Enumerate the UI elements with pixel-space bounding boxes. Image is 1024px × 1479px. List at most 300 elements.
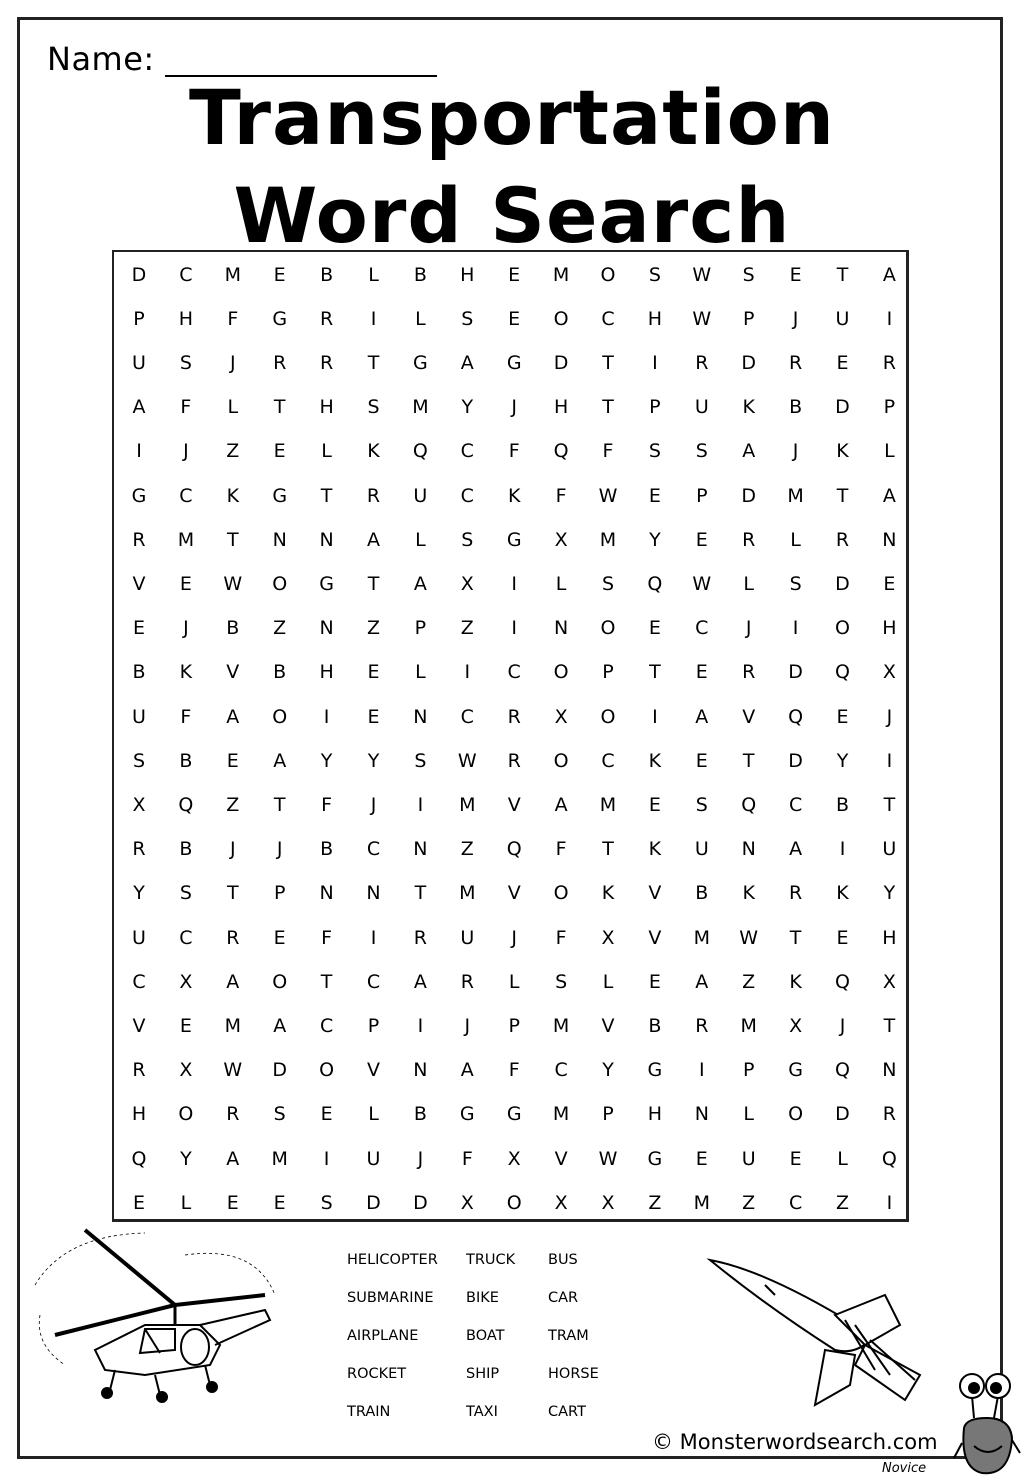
grid-letter[interactable]: Y [320, 749, 333, 772]
grid-letter[interactable]: C [601, 307, 615, 330]
grid-letter[interactable]: I [464, 661, 471, 684]
grid-letter[interactable]: F [180, 705, 192, 728]
grid-letter[interactable]: A [789, 838, 803, 861]
grid-letter[interactable]: A [226, 705, 240, 728]
grid-letter[interactable]: T [836, 484, 849, 507]
grid-letter[interactable]: K [836, 440, 849, 463]
grid-letter[interactable]: B [179, 749, 193, 772]
grid-letter[interactable]: W [692, 263, 712, 286]
grid-letter[interactable]: T [742, 749, 755, 772]
grid-letter[interactable]: R [742, 528, 756, 551]
grid-letter[interactable]: B [695, 882, 709, 905]
grid-letter[interactable]: O [272, 705, 288, 728]
grid-letter[interactable]: P [602, 661, 614, 684]
grid-letter[interactable]: M [740, 1014, 757, 1037]
grid-letter[interactable]: N [694, 1103, 709, 1126]
grid-letter[interactable]: O [178, 1103, 194, 1126]
grid-letter[interactable]: S [461, 307, 474, 330]
grid-letter[interactable]: C [460, 484, 474, 507]
grid-letter[interactable]: M [552, 1014, 570, 1037]
grid-letter[interactable]: G [319, 572, 334, 595]
grid-letter[interactable]: D [788, 749, 803, 772]
grid-letter[interactable]: R [507, 749, 521, 772]
grid-letter[interactable]: Z [226, 793, 240, 816]
grid-letter[interactable]: J [464, 1014, 471, 1037]
grid-letter[interactable]: R [882, 1103, 896, 1126]
grid-letter[interactable]: X [179, 970, 193, 993]
grid-letter[interactable]: M [224, 263, 241, 286]
grid-letter[interactable]: Y [602, 1059, 614, 1082]
grid-letter[interactable]: L [743, 1103, 754, 1126]
grid-letter[interactable]: D [835, 396, 850, 419]
grid-letter[interactable]: J [183, 617, 189, 640]
grid-letter[interactable]: S [742, 263, 755, 286]
grid-letter[interactable]: K [648, 749, 662, 772]
grid-letter[interactable]: E [789, 263, 802, 286]
grid-letter[interactable]: I [511, 617, 517, 640]
grid-letter[interactable]: E [226, 1191, 239, 1214]
grid-letter[interactable]: R [882, 351, 896, 374]
grid-letter[interactable]: L [368, 1103, 379, 1126]
grid-letter[interactable]: C [179, 926, 193, 949]
grid-letter[interactable]: T [367, 351, 380, 374]
grid-letter[interactable]: U [460, 926, 475, 949]
grid-letter[interactable]: L [743, 572, 754, 595]
grid-letter[interactable]: L [415, 661, 426, 684]
grid-letter[interactable]: Z [273, 617, 287, 640]
grid-letter[interactable]: O [553, 882, 569, 905]
grid-letter[interactable]: B [320, 263, 334, 286]
grid-letter[interactable]: W [223, 572, 243, 595]
grid-letter[interactable]: I [417, 793, 424, 816]
grid-letter[interactable]: B [413, 1103, 427, 1126]
grid-letter[interactable]: K [367, 440, 380, 463]
grid-letter[interactable]: I [886, 749, 893, 772]
grid-letter[interactable]: M [693, 926, 710, 949]
grid-letter[interactable]: A [226, 1147, 240, 1170]
grid-letter[interactable]: K [601, 882, 615, 905]
grid-letter[interactable]: Y [367, 749, 380, 772]
grid-letter[interactable]: A [554, 793, 568, 816]
grid-letter[interactable]: V [367, 1059, 380, 1082]
grid-letter[interactable]: Q [647, 572, 663, 595]
grid-letter[interactable]: P [742, 1059, 755, 1082]
grid-letter[interactable]: S [414, 749, 427, 772]
grid-letter[interactable]: P [649, 396, 661, 419]
grid-letter[interactable]: U [741, 1147, 756, 1170]
grid-letter[interactable]: B [273, 661, 287, 684]
grid-letter[interactable]: E [273, 440, 286, 463]
grid-letter[interactable]: O [600, 705, 616, 728]
grid-letter[interactable]: S [273, 1103, 286, 1126]
grid-letter[interactable]: E [273, 1191, 286, 1214]
grid-letter[interactable]: C [601, 749, 615, 772]
grid-letter[interactable]: I [417, 1014, 424, 1037]
grid-letter[interactable]: A [132, 396, 146, 419]
grid-letter[interactable]: E [883, 572, 896, 595]
grid-letter[interactable]: F [180, 396, 192, 419]
grid-letter[interactable]: A [460, 351, 474, 374]
grid-letter[interactable]: U [366, 1147, 381, 1170]
grid-letter[interactable]: J [511, 396, 517, 419]
grid-letter[interactable]: P [696, 484, 708, 507]
grid-letter[interactable]: T [789, 926, 802, 949]
grid-letter[interactable]: N [882, 528, 897, 551]
grid-letter[interactable]: Q [178, 793, 194, 816]
grid-letter[interactable]: H [553, 396, 569, 419]
grid-letter[interactable]: F [602, 440, 614, 463]
grid-letter[interactable]: L [602, 970, 614, 993]
grid-letter[interactable]: R [366, 484, 381, 507]
grid-letter[interactable]: F [321, 793, 333, 816]
grid-letter[interactable]: E [789, 1147, 802, 1170]
grid-letter[interactable]: S [601, 572, 615, 595]
grid-letter[interactable]: E [648, 793, 661, 816]
grid-letter[interactable]: U [132, 926, 146, 949]
grid-letter[interactable]: D [131, 263, 147, 286]
grid-letter[interactable]: M [459, 882, 476, 905]
grid-letter[interactable]: V [648, 926, 662, 949]
grid-letter[interactable]: L [884, 440, 895, 463]
grid-letter[interactable]: E [179, 1014, 192, 1037]
grid-letter[interactable]: I [323, 1147, 330, 1170]
grid-letter[interactable]: V [507, 882, 521, 905]
grid-letter[interactable]: Z [460, 617, 474, 640]
grid-letter[interactable]: W [457, 749, 477, 772]
grid-letter[interactable]: C [460, 705, 474, 728]
grid-letter[interactable]: I [652, 351, 658, 374]
grid-letter[interactable]: S [648, 263, 661, 286]
grid-letter[interactable]: N [319, 882, 334, 905]
grid-letter[interactable]: G [506, 1103, 522, 1126]
grid-letter[interactable]: N [319, 528, 334, 551]
grid-letter[interactable]: P [414, 617, 427, 640]
grid-letter[interactable]: F [555, 484, 567, 507]
grid-letter[interactable]: R [319, 307, 334, 330]
grid-letter[interactable]: B [132, 661, 146, 684]
grid-letter[interactable]: L [837, 1147, 848, 1170]
grid-letter[interactable]: O [272, 572, 288, 595]
grid-letter[interactable]: E [836, 705, 849, 728]
grid-letter[interactable]: N [366, 882, 381, 905]
grid-letter[interactable]: N [882, 1059, 897, 1082]
grid-letter[interactable]: J [886, 705, 893, 728]
grid-letter[interactable]: Y [836, 749, 849, 772]
grid-letter[interactable]: W [692, 572, 712, 595]
grid-letter[interactable]: C [366, 970, 381, 993]
grid-letter[interactable]: M [599, 793, 617, 816]
grid-letter[interactable]: S [179, 882, 192, 905]
grid-letter[interactable]: I [839, 838, 846, 861]
grid-letter[interactable]: J [511, 926, 517, 949]
grid-letter[interactable]: K [742, 882, 755, 905]
grid-letter[interactable]: C [179, 484, 193, 507]
grid-letter[interactable]: J [229, 838, 236, 861]
grid-letter[interactable]: L [321, 440, 332, 463]
grid-letter[interactable]: X [882, 970, 896, 993]
grid-letter[interactable]: S [132, 749, 146, 772]
grid-letter[interactable]: V [226, 661, 240, 684]
grid-letter[interactable]: T [883, 1014, 896, 1037]
grid-letter[interactable]: S [789, 572, 802, 595]
grid-letter[interactable]: Y [180, 1147, 192, 1170]
grid-letter[interactable]: X [882, 661, 896, 684]
grid-letter[interactable]: E [695, 1147, 708, 1170]
grid-letter[interactable]: R [226, 926, 240, 949]
grid-letter[interactable]: C [319, 1014, 334, 1037]
grid-letter[interactable]: B [648, 1014, 662, 1037]
grid-letter[interactable]: M [693, 1191, 710, 1214]
grid-letter[interactable]: H [460, 263, 475, 286]
grid-letter[interactable]: S [648, 440, 661, 463]
grid-letter[interactable]: K [226, 484, 240, 507]
grid-letter[interactable]: J [276, 838, 283, 861]
grid-letter[interactable]: E [695, 749, 708, 772]
grid-letter[interactable]: N [741, 838, 756, 861]
grid-letter[interactable]: L [508, 970, 520, 993]
grid-letter[interactable]: G [647, 1059, 663, 1082]
grid-letter[interactable]: X [179, 1059, 193, 1082]
grid-letter[interactable]: G [413, 351, 428, 374]
grid-letter[interactable]: J [183, 440, 189, 463]
grid-letter[interactable]: T [602, 351, 614, 374]
grid-letter[interactable]: E [226, 749, 239, 772]
grid-letter[interactable]: C [788, 1191, 803, 1214]
grid-letter[interactable]: G [506, 351, 522, 374]
grid-letter[interactable]: C [132, 970, 146, 993]
grid-letter[interactable]: K [836, 882, 849, 905]
grid-letter[interactable]: F [508, 440, 520, 463]
grid-letter[interactable]: Y [461, 396, 474, 419]
grid-letter[interactable]: B [226, 617, 240, 640]
grid-letter[interactable]: P [133, 307, 145, 330]
grid-letter[interactable]: K [179, 661, 193, 684]
grid-letter[interactable]: B [789, 396, 803, 419]
grid-letter[interactable]: A [367, 528, 380, 551]
grid-letter[interactable]: C [788, 793, 803, 816]
grid-letter[interactable]: Y [883, 882, 896, 905]
grid-letter[interactable]: Z [366, 617, 381, 640]
grid-letter[interactable]: E [367, 661, 380, 684]
grid-letter[interactable]: N [413, 1059, 428, 1082]
grid-letter[interactable]: Q [835, 661, 850, 684]
grid-letter[interactable]: Y [649, 528, 661, 551]
grid-letter[interactable]: S [367, 396, 380, 419]
grid-letter[interactable]: O [272, 970, 288, 993]
grid-letter[interactable]: Q [553, 440, 569, 463]
grid-letter[interactable]: F [461, 1147, 473, 1170]
grid-letter[interactable]: N [553, 617, 569, 640]
grid-letter[interactable]: X [601, 1191, 615, 1214]
grid-letter[interactable]: X [460, 572, 474, 595]
grid-letter[interactable]: A [742, 440, 756, 463]
grid-letter[interactable]: X [554, 528, 568, 551]
grid-letter[interactable]: H [319, 396, 334, 419]
grid-letter[interactable]: C [179, 263, 193, 286]
grid-letter[interactable]: O [319, 1059, 335, 1082]
grid-letter[interactable]: T [649, 661, 661, 684]
grid-letter[interactable]: Z [648, 1191, 662, 1214]
grid-letter[interactable]: B [835, 793, 850, 816]
grid-letter[interactable]: R [132, 1059, 146, 1082]
grid-letter[interactable]: H [647, 307, 663, 330]
grid-letter[interactable]: W [223, 1059, 243, 1082]
grid-letter[interactable]: Z [835, 1191, 850, 1214]
grid-letter[interactable]: E [132, 617, 145, 640]
grid-letter[interactable]: Z [226, 440, 240, 463]
grid-letter[interactable]: A [695, 970, 709, 993]
grid-letter[interactable]: I [370, 307, 377, 330]
grid-letter[interactable]: S [179, 351, 192, 374]
grid-letter[interactable]: E [179, 572, 192, 595]
grid-letter[interactable]: J [839, 1014, 846, 1037]
grid-letter[interactable]: H [131, 1103, 147, 1126]
grid-letter[interactable]: J [417, 1147, 424, 1170]
grid-letter[interactable]: D [741, 351, 756, 374]
grid-letter[interactable]: U [413, 484, 428, 507]
grid-letter[interactable]: J [745, 617, 752, 640]
grid-letter[interactable]: E [508, 263, 521, 286]
grid-letter[interactable]: T [320, 484, 333, 507]
grid-letter[interactable]: L [790, 528, 801, 551]
grid-letter[interactable]: E [648, 617, 661, 640]
grid-letter[interactable]: S [320, 1191, 333, 1214]
grid-letter[interactable]: A [273, 1014, 287, 1037]
grid-letter[interactable]: G [272, 484, 288, 507]
grid-letter[interactable]: R [132, 838, 146, 861]
grid-letter[interactable]: D [272, 1059, 287, 1082]
grid-letter[interactable]: I [370, 926, 377, 949]
grid-letter[interactable]: I [652, 705, 658, 728]
grid-letter[interactable]: E [695, 661, 708, 684]
grid-letter[interactable]: Y [133, 882, 145, 905]
grid-letter[interactable]: A [413, 970, 427, 993]
grid-letter[interactable]: A [695, 705, 709, 728]
grid-letter[interactable]: O [506, 1191, 522, 1214]
grid-letter[interactable]: Z [460, 838, 474, 861]
grid-letter[interactable]: R [835, 528, 850, 551]
grid-letter[interactable]: W [598, 1147, 618, 1170]
grid-letter[interactable]: T [602, 838, 614, 861]
grid-letter[interactable]: L [415, 307, 426, 330]
grid-letter[interactable]: B [179, 838, 193, 861]
grid-letter[interactable]: Q [131, 1147, 147, 1170]
grid-letter[interactable]: R [132, 528, 146, 551]
grid-letter[interactable]: V [554, 1147, 568, 1170]
grid-letter[interactable]: Z [742, 970, 756, 993]
grid-letter[interactable]: A [226, 970, 240, 993]
grid-letter[interactable]: V [742, 705, 756, 728]
grid-letter[interactable]: G [131, 484, 147, 507]
grid-letter[interactable]: T [367, 572, 380, 595]
grid-letter[interactable]: X [554, 1191, 568, 1214]
grid-letter[interactable]: H [647, 1103, 663, 1126]
grid-letter[interactable]: D [835, 572, 850, 595]
grid-letter[interactable]: F [555, 838, 567, 861]
grid-letter[interactable]: R [695, 351, 709, 374]
grid-letter[interactable]: B [413, 263, 427, 286]
grid-letter[interactable]: U [132, 705, 146, 728]
grid-letter[interactable]: O [600, 263, 616, 286]
grid-letter[interactable]: R [273, 351, 287, 374]
grid-letter[interactable]: K [648, 838, 662, 861]
grid-letter[interactable]: Q [835, 970, 850, 993]
grid-letter[interactable]: M [787, 484, 804, 507]
grid-letter[interactable]: L [555, 572, 567, 595]
grid-letter[interactable]: V [507, 793, 521, 816]
grid-letter[interactable]: N [413, 838, 428, 861]
grid-letter[interactable]: E [836, 926, 849, 949]
grid-letter[interactable]: Q [788, 705, 804, 728]
grid-letter[interactable]: I [886, 1191, 893, 1214]
grid-letter[interactable]: Q [506, 838, 522, 861]
grid-letter[interactable]: I [698, 1059, 705, 1082]
grid-letter[interactable]: O [553, 307, 569, 330]
grid-letter[interactable]: J [792, 440, 799, 463]
grid-letter[interactable]: R [695, 1014, 709, 1037]
grid-letter[interactable]: B [320, 838, 334, 861]
grid-letter[interactable]: T [414, 882, 427, 905]
grid-letter[interactable]: O [835, 617, 850, 640]
grid-letter[interactable]: E [648, 484, 661, 507]
grid-letter[interactable]: E [367, 705, 380, 728]
grid-letter[interactable]: M [271, 1147, 288, 1170]
grid-letter[interactable]: X [132, 793, 146, 816]
grid-letter[interactable]: V [648, 882, 662, 905]
grid-letter[interactable]: T [273, 793, 286, 816]
grid-letter[interactable]: U [694, 396, 709, 419]
grid-letter[interactable]: E [836, 351, 849, 374]
grid-letter[interactable]: A [882, 263, 896, 286]
grid-letter[interactable]: Z [742, 1191, 756, 1214]
grid-letter[interactable]: G [272, 307, 288, 330]
grid-letter[interactable]: S [695, 440, 708, 463]
grid-letter[interactable]: T [883, 793, 896, 816]
grid-letter[interactable]: L [368, 263, 379, 286]
grid-letter[interactable]: I [886, 307, 893, 330]
grid-letter[interactable]: N [413, 705, 428, 728]
grid-letter[interactable]: Q [835, 1059, 850, 1082]
grid-letter[interactable]: J [229, 351, 236, 374]
grid-letter[interactable]: H [882, 617, 897, 640]
grid-letter[interactable]: T [273, 396, 286, 419]
grid-letter[interactable]: D [741, 484, 756, 507]
grid-letter[interactable]: E [132, 1191, 145, 1214]
grid-letter[interactable]: H [178, 307, 194, 330]
grid-letter[interactable]: R [460, 970, 474, 993]
grid-letter[interactable]: S [461, 528, 474, 551]
grid-letter[interactable]: M [552, 1103, 570, 1126]
grid-letter[interactable]: C [507, 661, 521, 684]
grid-letter[interactable]: X [789, 1014, 803, 1037]
grid-letter[interactable]: R [319, 351, 334, 374]
grid-letter[interactable]: V [601, 1014, 615, 1037]
grid-letter[interactable]: X [601, 926, 615, 949]
grid-letter[interactable]: E [508, 307, 521, 330]
grid-letter[interactable]: A [413, 572, 427, 595]
grid-letter[interactable]: O [553, 661, 569, 684]
grid-letter[interactable]: U [835, 307, 850, 330]
grid-letter[interactable]: T [602, 396, 614, 419]
grid-letter[interactable]: R [413, 926, 427, 949]
grid-letter[interactable]: G [788, 1059, 803, 1082]
grid-letter[interactable]: U [694, 838, 709, 861]
grid-letter[interactable]: Q [741, 793, 757, 816]
grid-letter[interactable]: X [507, 1147, 521, 1170]
grid-letter[interactable]: K [789, 970, 802, 993]
grid-letter[interactable]: W [739, 926, 759, 949]
grid-letter[interactable]: O [553, 749, 569, 772]
